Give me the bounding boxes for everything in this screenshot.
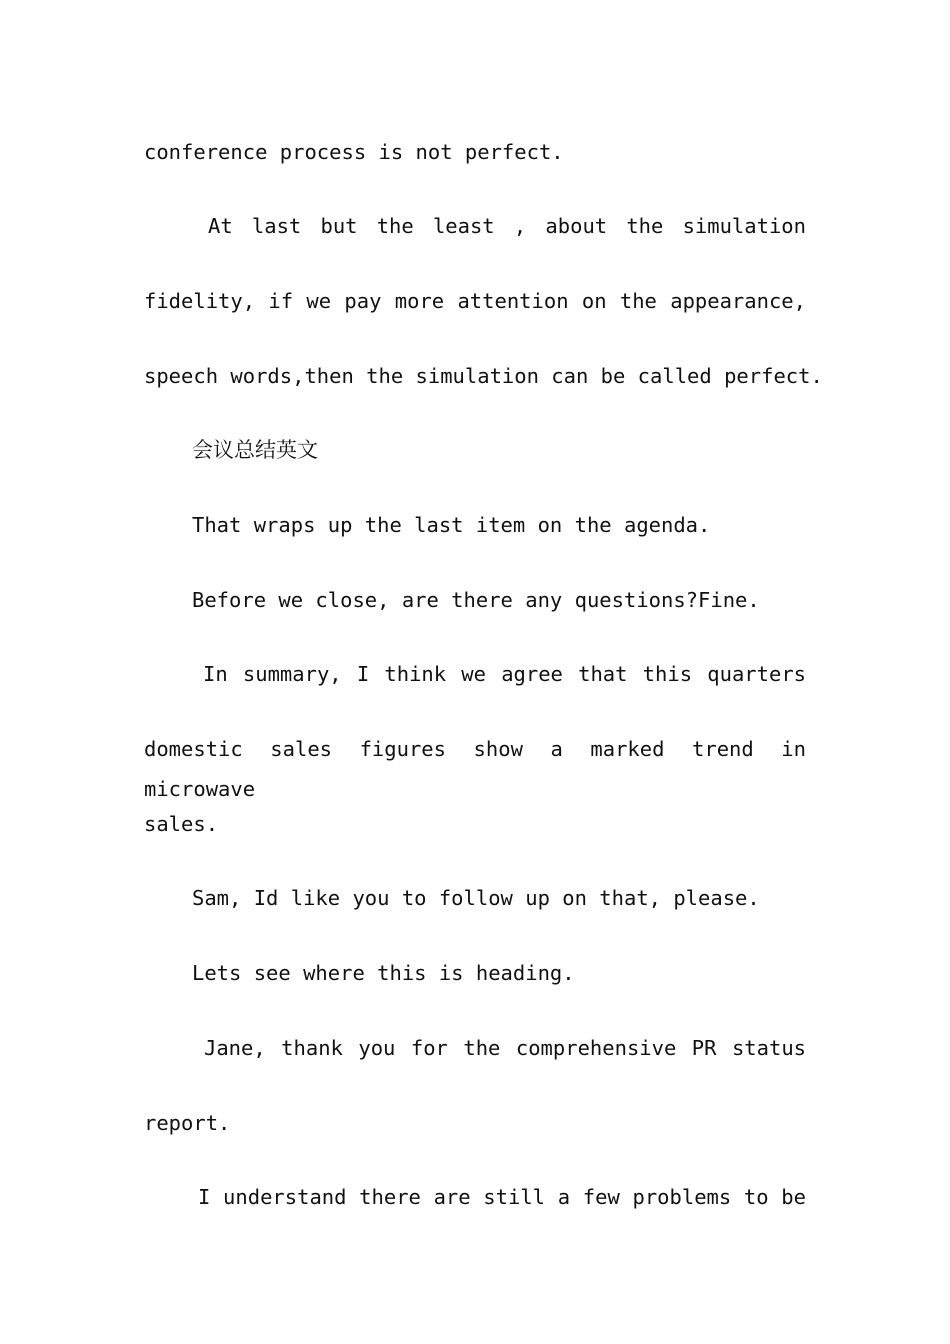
text-line-11: Sam, Id like you to follow up on that, please.	[192, 886, 760, 910]
text-line-4: speech words,then the simulation can be called perfect.	[144, 364, 823, 388]
text-line-10: sales.	[144, 812, 219, 836]
section-heading: 会议总结英文	[192, 438, 318, 462]
text-line-15: I understand there are still a few problems to be	[198, 1185, 806, 1209]
text-line-12: Lets see where this is heading.	[192, 961, 575, 985]
text-line-3: fidelity, if we pay more attention on the appearance,	[144, 289, 806, 313]
text-line-9: domestic sales figures show a marked trend in microwave	[144, 737, 806, 801]
text-line-1: conference process is not perfect.	[144, 140, 564, 164]
text-line-6: That wraps up the last item on the agenda.	[192, 513, 711, 537]
text-line-13: Jane, thank you for the comprehensive PR status	[204, 1036, 806, 1060]
text-line-14: report.	[144, 1111, 231, 1135]
text-line-7: Before we close, are there any questions?Fine.	[192, 588, 760, 612]
text-line-8: In summary, I think we agree that this quarters	[203, 662, 806, 686]
text-line-2: At last but the least , about the simulation	[208, 214, 806, 238]
